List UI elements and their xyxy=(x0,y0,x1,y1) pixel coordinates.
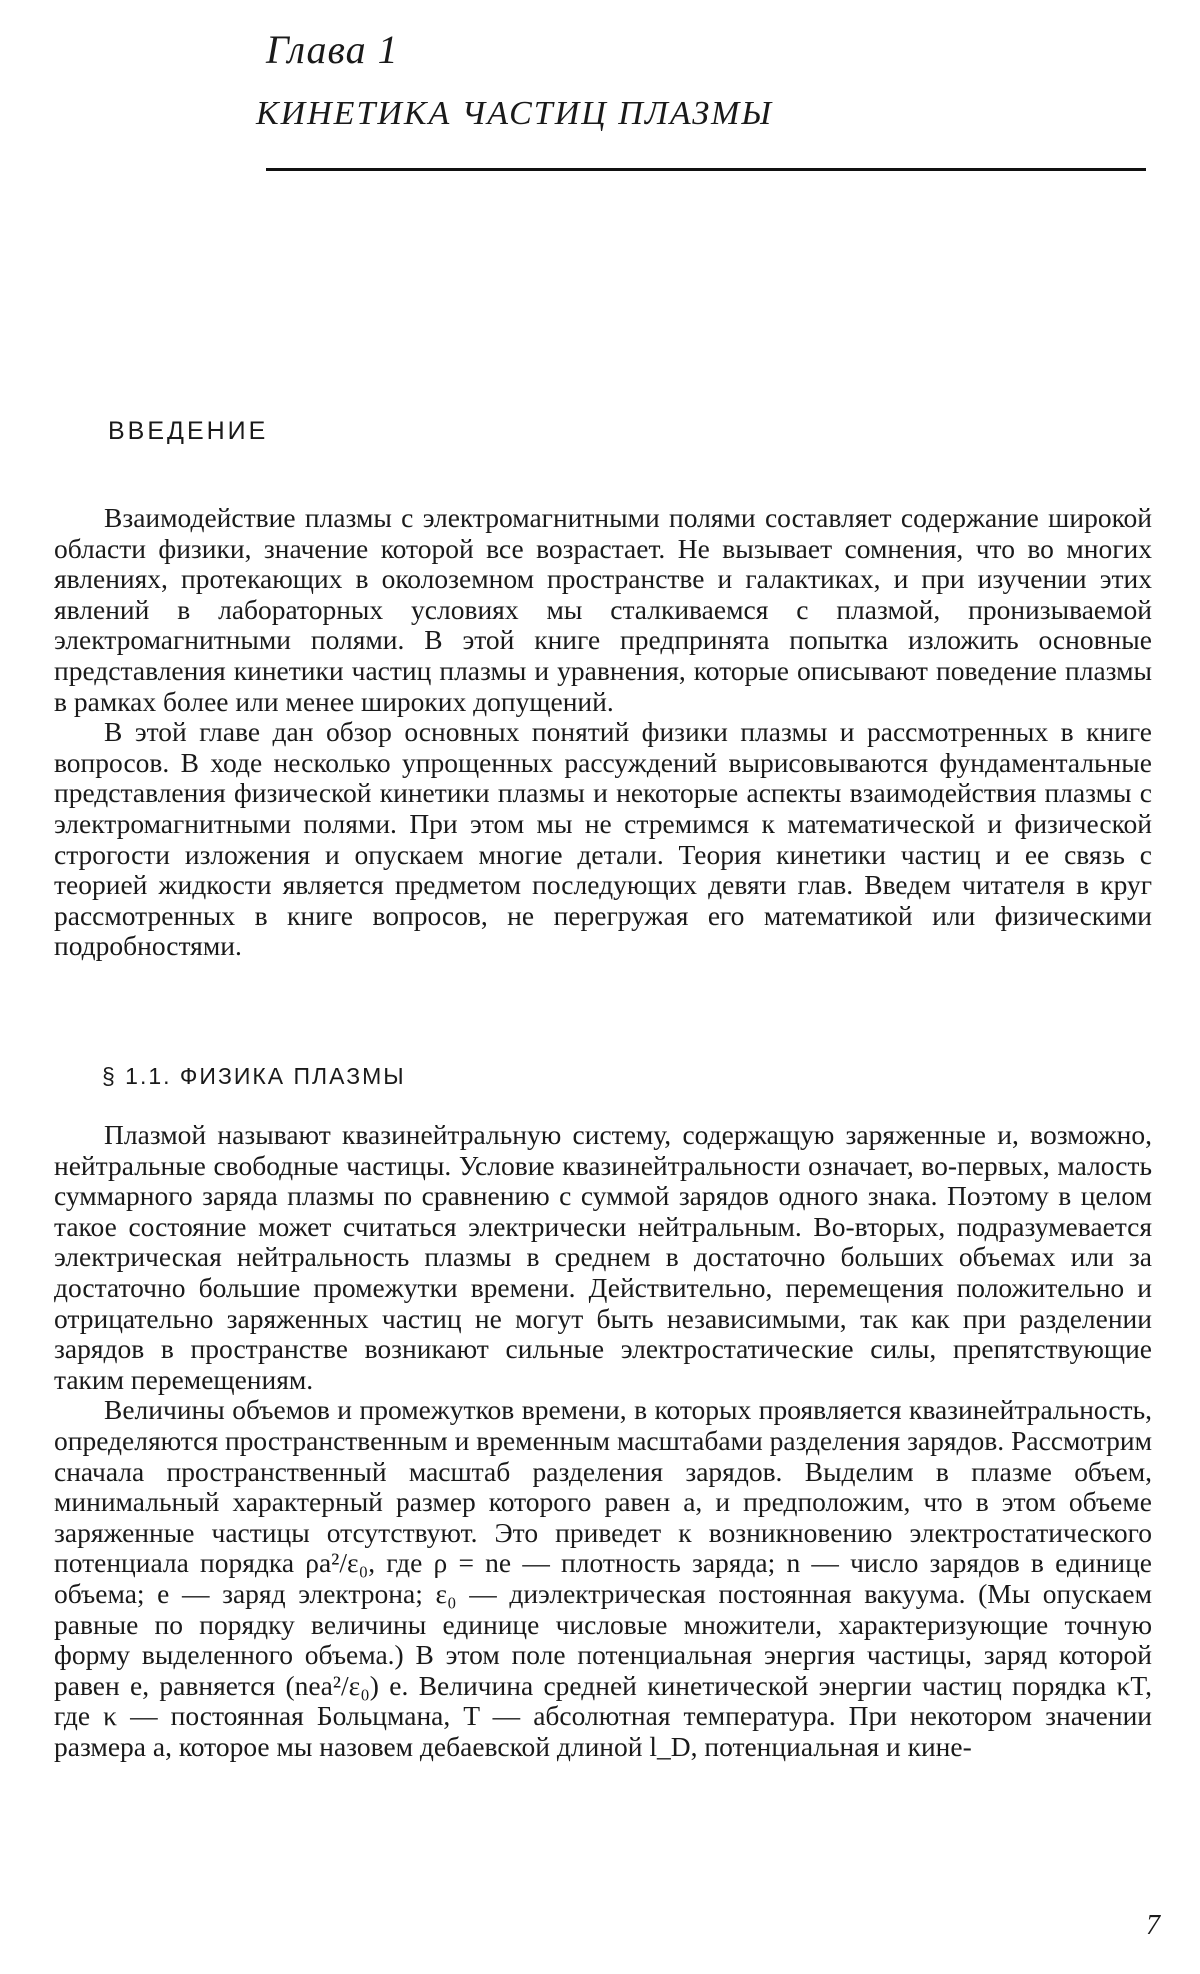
intro-paragraph: В этой главе дан обзор основных понятий физики плазмы и рассмотренных в книге вопросов. В ходе несколько упрощенных рассуждений вырисовываются фундаментальные представления физической кинетики плазмы и некоторые аспекты взаимодействия плазмы с электромагнитными полями. При этом мы не стремимся к математической и физической строгости изложения и опускаем многие детали. Теория кинетики частиц и ее связь с теорией жидкости является предметом последующих девяти глав. Введем читателя в круг рассмотренных в книге вопросов, не перегружая его математикой или физическими подробностями. xyxy=(54,716,1152,962)
chapter-divider xyxy=(266,168,1146,171)
intro-heading: ВВЕДЕНИЕ xyxy=(108,417,269,445)
intro-paragraph: Взаимодействие плазмы с электромагнитными полями составляет содержание широкой области физики, значение которой все возрастает. Не вызывает сомнения, что во многих явлениях, протекающих в околоземном пространстве и галактиках, и при изучении этих явлений в лабораторных условиях мы сталкиваемся с плазмой, пронизываемой электромагнитными полями. В этой книге предпринята попытка изложить основные представления кинетики частиц плазмы и уравнения, которые описывают поведение плазмы в рамках более или менее широких допущений. xyxy=(54,502,1152,717)
chapter-label: Глава 1 xyxy=(266,27,399,72)
section-text xyxy=(54,1120,1152,1762)
section-paragraph: Плазмой называют квазинейтральную систему, содержащую заряженные и, возможно, нейтральные свободные частицы. Условие квазинейтральности означает, во-первых, малость суммарного заряда плазмы по сравнению с суммой зарядов одного знака. Поэтому в целом такое состояние может считаться электрически нейтральным. Во-вторых, подразумевается электрическая нейтральность плазмы в среднем в достаточно больших объемах или за достаточно большие промежутки времени. Действительно, перемещения положительно и отрицательно заряженных частиц не могут быть независимыми, так как при разделении зарядов в пространстве возникают сильные электростатические силы, препятствующие таким перемещениям. xyxy=(54,1119,1152,1395)
page-number: 7 xyxy=(1146,1910,1160,1941)
section-paragraph: Величины объемов и промежутков времени, в которых проявляется квазинейтральность, определяются пространственным и временным масштабами разделения зарядов. Рассмотрим сначала пространственный масштаб разделения зарядов. Выделим в плазме объем, минимальный характерный размер которого равен a, и предположим, что в этом объеме заряженные частицы отсутствуют. Это приведет к возникновению электростатического потенциала порядка ρa²/ε₀, где ρ = ne — плотность заряда; n — число зарядов в единице объема; e — заряд электрона; ε₀ — диэлектрическая постоянная вакуума. (Мы опускаем равные по порядку величины единице числовые множители, характеризующие точную форму выделенного объема.) В этом поле потенциальная энергия частицы, заряд которой равен e, равняется (nea²/ε₀) e. Величина средней кинетической энергии частиц порядка κT, где κ — постоянная Больцмана, T — абсолютная температура. При некотором значении размера a, которое мы назовем дебаевской длиной l_D, потенциальная и кине- xyxy=(54,1394,1152,1762)
chapter-title: КИНЕТИКА ЧАСТИЦ ПЛАЗМЫ xyxy=(256,95,774,132)
section-heading: § 1.1. ФИЗИКА ПЛАЗМЫ xyxy=(102,1063,406,1089)
intro-text xyxy=(54,503,1152,962)
